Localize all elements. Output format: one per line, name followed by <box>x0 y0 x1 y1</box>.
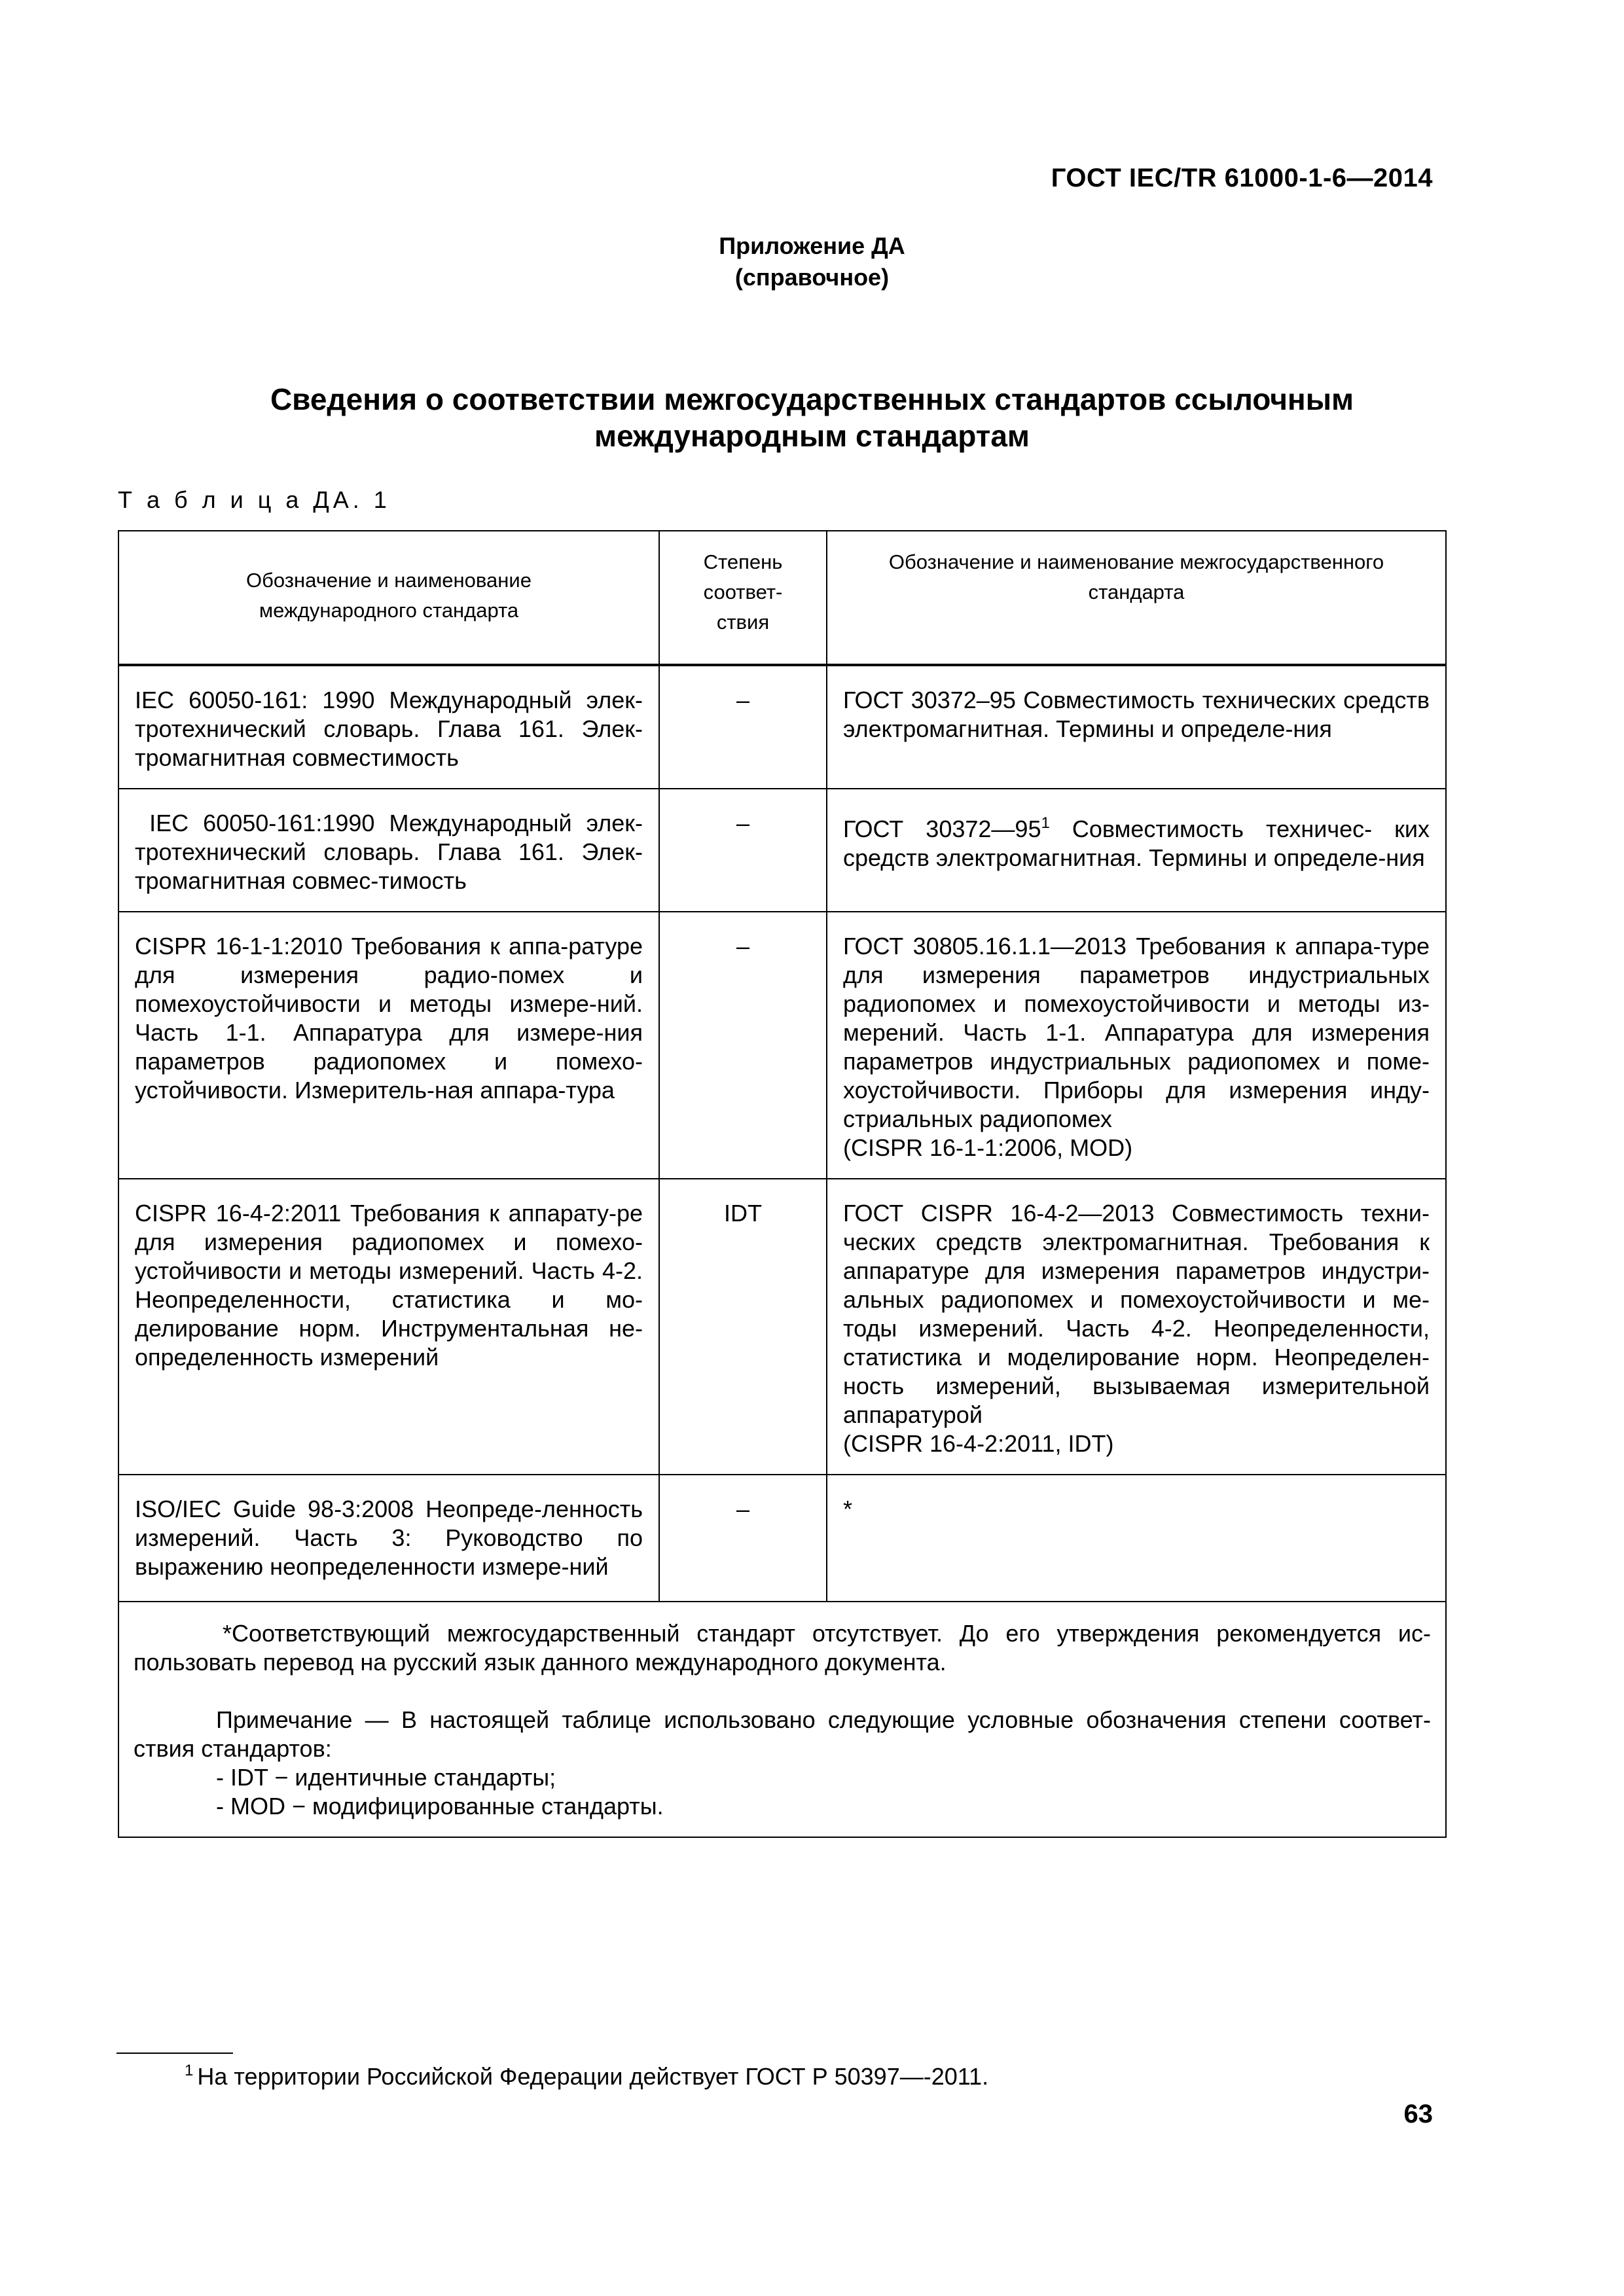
interstate-code: ГОСТ 30372—95 <box>843 816 1041 842</box>
cell-degree: – <box>659 912 827 1179</box>
note-item-idt: - IDT − идентичные стандарты; <box>216 1764 556 1791</box>
interstate-title: Совместимость техничес- ких средств электромагнитная. Термины и определе-ния <box>843 816 1430 871</box>
header-international-standard <box>118 531 659 665</box>
note-item-mod: - MOD − модифицированные стандарты. <box>216 1793 664 1820</box>
main-title-line1: Сведения о соответствии межгосударственных стандартов ссылочным <box>270 382 1354 416</box>
header-col3-line1: Обозначение и наименование межгосударственного <box>888 550 1384 573</box>
annex-heading <box>0 230 1624 293</box>
cell-degree: – <box>659 665 827 789</box>
cell-interstate <box>827 789 1446 912</box>
table-label: Т а б л и ц а ДА. 1 <box>118 486 391 513</box>
cell-international: IEC 60050-161: 1990 Международный элек-тротехнический словарь. Глава 161. Элек-тромагнитная совместимость <box>118 665 659 789</box>
footnote <box>185 2062 988 2090</box>
standards-table <box>118 530 1447 1838</box>
table-row <box>118 912 1446 1179</box>
header-degree <box>659 531 827 665</box>
header-col2-line1: Степень <box>703 550 783 573</box>
asterisk-note: *Соответствующий межгосударственный стандарт отсутствует. До его утверждения рекомендуется ис-пользовать перевод на русский язык данного международного документа. <box>134 1620 1431 1676</box>
interstate-equivalence: (CISPR 16-1-1:2006, MOD) <box>843 1134 1133 1161</box>
cell-degree: – <box>659 789 827 912</box>
cell-interstate <box>827 1179 1446 1475</box>
table-row <box>118 665 1446 789</box>
cell-international: ISO/IEC Guide 98-3:2008 Неопреде-ленность измерений. Часть 3: Руководство по выражению неопределенности измере-ний <box>118 1475 659 1602</box>
cell-degree: IDT <box>659 1179 827 1475</box>
cell-degree: – <box>659 1475 827 1602</box>
footnote-ref: 1 <box>1041 814 1050 832</box>
cell-international: IEC 60050-161:1990 Международный элек-тротехнический словарь. Глава 161. Элек-тромагнитная совмес-тимость <box>118 789 659 912</box>
table-row <box>118 789 1446 912</box>
header-interstate-standard <box>827 531 1446 665</box>
main-title <box>151 381 1473 454</box>
table-row <box>118 1179 1446 1475</box>
cell-interstate <box>827 912 1446 1179</box>
interstate-equivalence: (CISPR 16-4-2:2011, IDT) <box>843 1430 1114 1457</box>
header-col1-line2: международного стандарта <box>259 599 519 622</box>
page-number: 63 <box>1403 2100 1433 2128</box>
document-code: ГОСТ IEC/TR 61000-1-6—2014 <box>1051 164 1433 192</box>
header-col3-line2: стандарта <box>1088 581 1185 603</box>
cell-international: CISPR 16-4-2:2011 Требования к аппарату-ре для измерения радиопомех и помехо-устойчивости и методы измерений. Часть 4-2. Неопределенности, статистика и мо-делирование норм. Инструментальная не-определенность измерений <box>118 1179 659 1475</box>
annex-title: Приложение ДА <box>719 232 905 259</box>
footnote-separator <box>117 2053 233 2054</box>
header-col2-line3: ствия <box>716 611 770 634</box>
table-header-row <box>118 531 1446 665</box>
table-notes <box>118 1602 1446 1837</box>
table-row <box>118 1475 1446 1602</box>
cell-interstate: * <box>827 1475 1446 1602</box>
main-title-line2: международным стандартам <box>594 419 1030 453</box>
header-col1-line1: Обозначение и наименование <box>246 569 532 592</box>
table-footer-row <box>118 1602 1446 1837</box>
footnote-marker: 1 <box>185 2062 194 2079</box>
interstate-title: ГОСТ 30805.16.1.1—2013 Требования к аппара-туре для измерения параметров индустриальных радиопомех и помехоустойчивости и методы из-мерений. Часть 1-1. Аппаратура для измерения параметров индустриальных радиопомех и поме-хоустойчивости. Приборы для измерения инду-стриальных радиопомех <box>843 933 1430 1132</box>
cell-international: CISPR 16-1-1:2010 Требования к аппа-ратуре для измерения радио-помех и помехоустойчивости и методы измере-ний. Часть 1-1. Аппаратура для измере-ния параметров радиопомех и помехо-устойчивости. Измеритель-ная аппара-тура <box>118 912 659 1179</box>
interstate-title: ГОСТ CISPR 16-4-2—2013 Совместимость техни-ческих средств электромагнитная. Требования к аппаратуре для измерения параметров индустри-альных радиопомех и помехоустойчивости и ме-тоды измерений. Часть 4-2. Неопределенности, статистика и моделирование норм. Неопределен-ность измерений, вызываемая измерительной аппаратурой <box>843 1200 1430 1428</box>
footnote-text: На территории Российской Федерации действует ГОСТ Р 50397—-2011. <box>197 2063 989 2090</box>
annex-kind: (справочное) <box>734 264 890 291</box>
header-col2-line2: соответ- <box>703 581 783 603</box>
cell-interstate: ГОСТ 30372–95 Совместимость технических средств электромагнитная. Термины и определе-ния <box>827 665 1446 789</box>
note-intro: Примечание — В настоящей таблице использовано следующие условные обозначения степени соответ-ствия стандартов: <box>134 1706 1431 1762</box>
